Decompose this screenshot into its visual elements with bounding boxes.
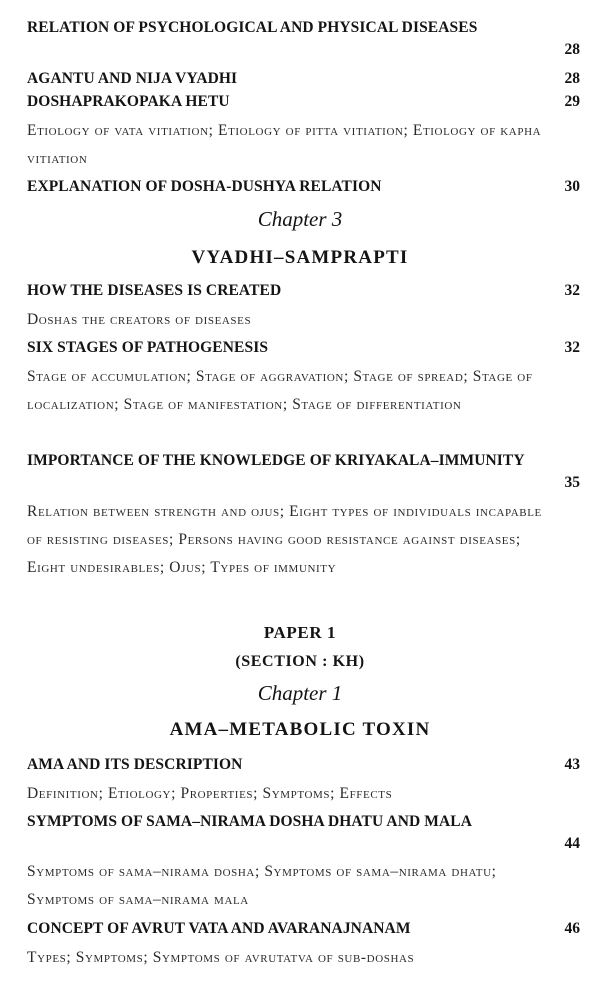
entry-title: EXPLANATION OF DOSHA-DUSHYA RELATION <box>27 178 382 195</box>
chapter-label: Chapter 1 <box>257 681 343 705</box>
toc-entry[interactable] <box>27 176 580 198</box>
entry-title: DOSHAPRAKOPAKA HETU <box>27 93 230 110</box>
entry-subtopics: Definition; Etiology; Properties; Symptoms; Effects <box>27 785 393 802</box>
section-label: (SECTION : KH) <box>235 653 365 670</box>
toc-entry[interactable] <box>27 450 580 494</box>
entry-page-number: 30 <box>564 178 580 195</box>
paper-label: PAPER 1 <box>263 623 337 642</box>
toc-entry[interactable] <box>27 811 580 855</box>
entry-title: AGANTU AND NIJA VYADHI <box>27 70 238 87</box>
toc-entry[interactable] <box>27 91 580 113</box>
entry-title: IMPORTANCE OF THE KNOWLEDGE OF KRIYAKALA–IMMUNITY <box>27 452 525 469</box>
toc-entry[interactable] <box>27 337 580 359</box>
chapter-title: AMA–METABOLIC TOXIN <box>169 719 431 740</box>
chapter-title: VYADHI–SAMPRAPTI <box>191 247 409 268</box>
entry-subtopics: Relation between strength and ojus; Eight types of individuals incapable of resisting diseases; Persons having good resistance against diseases; Eight undesirables; Ojus; Types of immunity <box>27 503 542 576</box>
toc-entry[interactable] <box>27 754 580 776</box>
toc-entry[interactable] <box>27 17 580 61</box>
entry-page-number: 28 <box>564 41 580 58</box>
entry-subtopics: Symptoms of sama–nirama dosha; Symptoms of sama–nirama dhatu; Symptoms of sama–nirama mala <box>27 863 497 908</box>
entry-subtopics: Etiology of vata vitiation; Etiology of pitta vitiation; Etiology of kapha vitiation <box>27 122 542 167</box>
entry-title: RELATION OF PSYCHOLOGICAL AND PHYSICAL DISEASES <box>27 19 478 36</box>
entry-subtopics: Doshas the creators of diseases <box>27 311 252 328</box>
entry-page-number: 32 <box>564 282 580 299</box>
entry-title: HOW THE DISEASES IS CREATED <box>27 282 282 299</box>
entry-subtopics: Types; Symptoms; Symptoms of avrutatva of sub-doshas <box>27 949 415 966</box>
entry-title: SIX STAGES OF PATHOGENESIS <box>27 339 269 356</box>
entry-subtopics: Stage of accumulation; Stage of aggravation; Stage of spread; Stage of localization; Stage of manifestation; Stage of differentiation <box>27 368 533 413</box>
entry-page-number: 46 <box>564 920 580 937</box>
entry-page-number: 32 <box>564 339 580 356</box>
entry-title: AMA AND ITS DESCRIPTION <box>27 756 243 773</box>
toc-entry[interactable] <box>27 918 580 940</box>
chapter-label: Chapter 3 <box>257 207 343 231</box>
entry-page-number: 28 <box>564 70 580 87</box>
entry-page-number: 43 <box>564 756 580 773</box>
entry-page-number: 29 <box>564 93 580 110</box>
entry-title: CONCEPT OF AVRUT VATA AND AVARANAJNANAM <box>27 920 411 937</box>
toc-entry[interactable] <box>27 280 580 302</box>
entry-page-number: 44 <box>564 835 580 852</box>
toc-entry[interactable] <box>27 68 580 90</box>
entry-title: SYMPTOMS OF SAMA–NIRAMA DOSHA DHATU AND MALA <box>27 813 473 830</box>
entry-page-number: 35 <box>564 474 580 491</box>
